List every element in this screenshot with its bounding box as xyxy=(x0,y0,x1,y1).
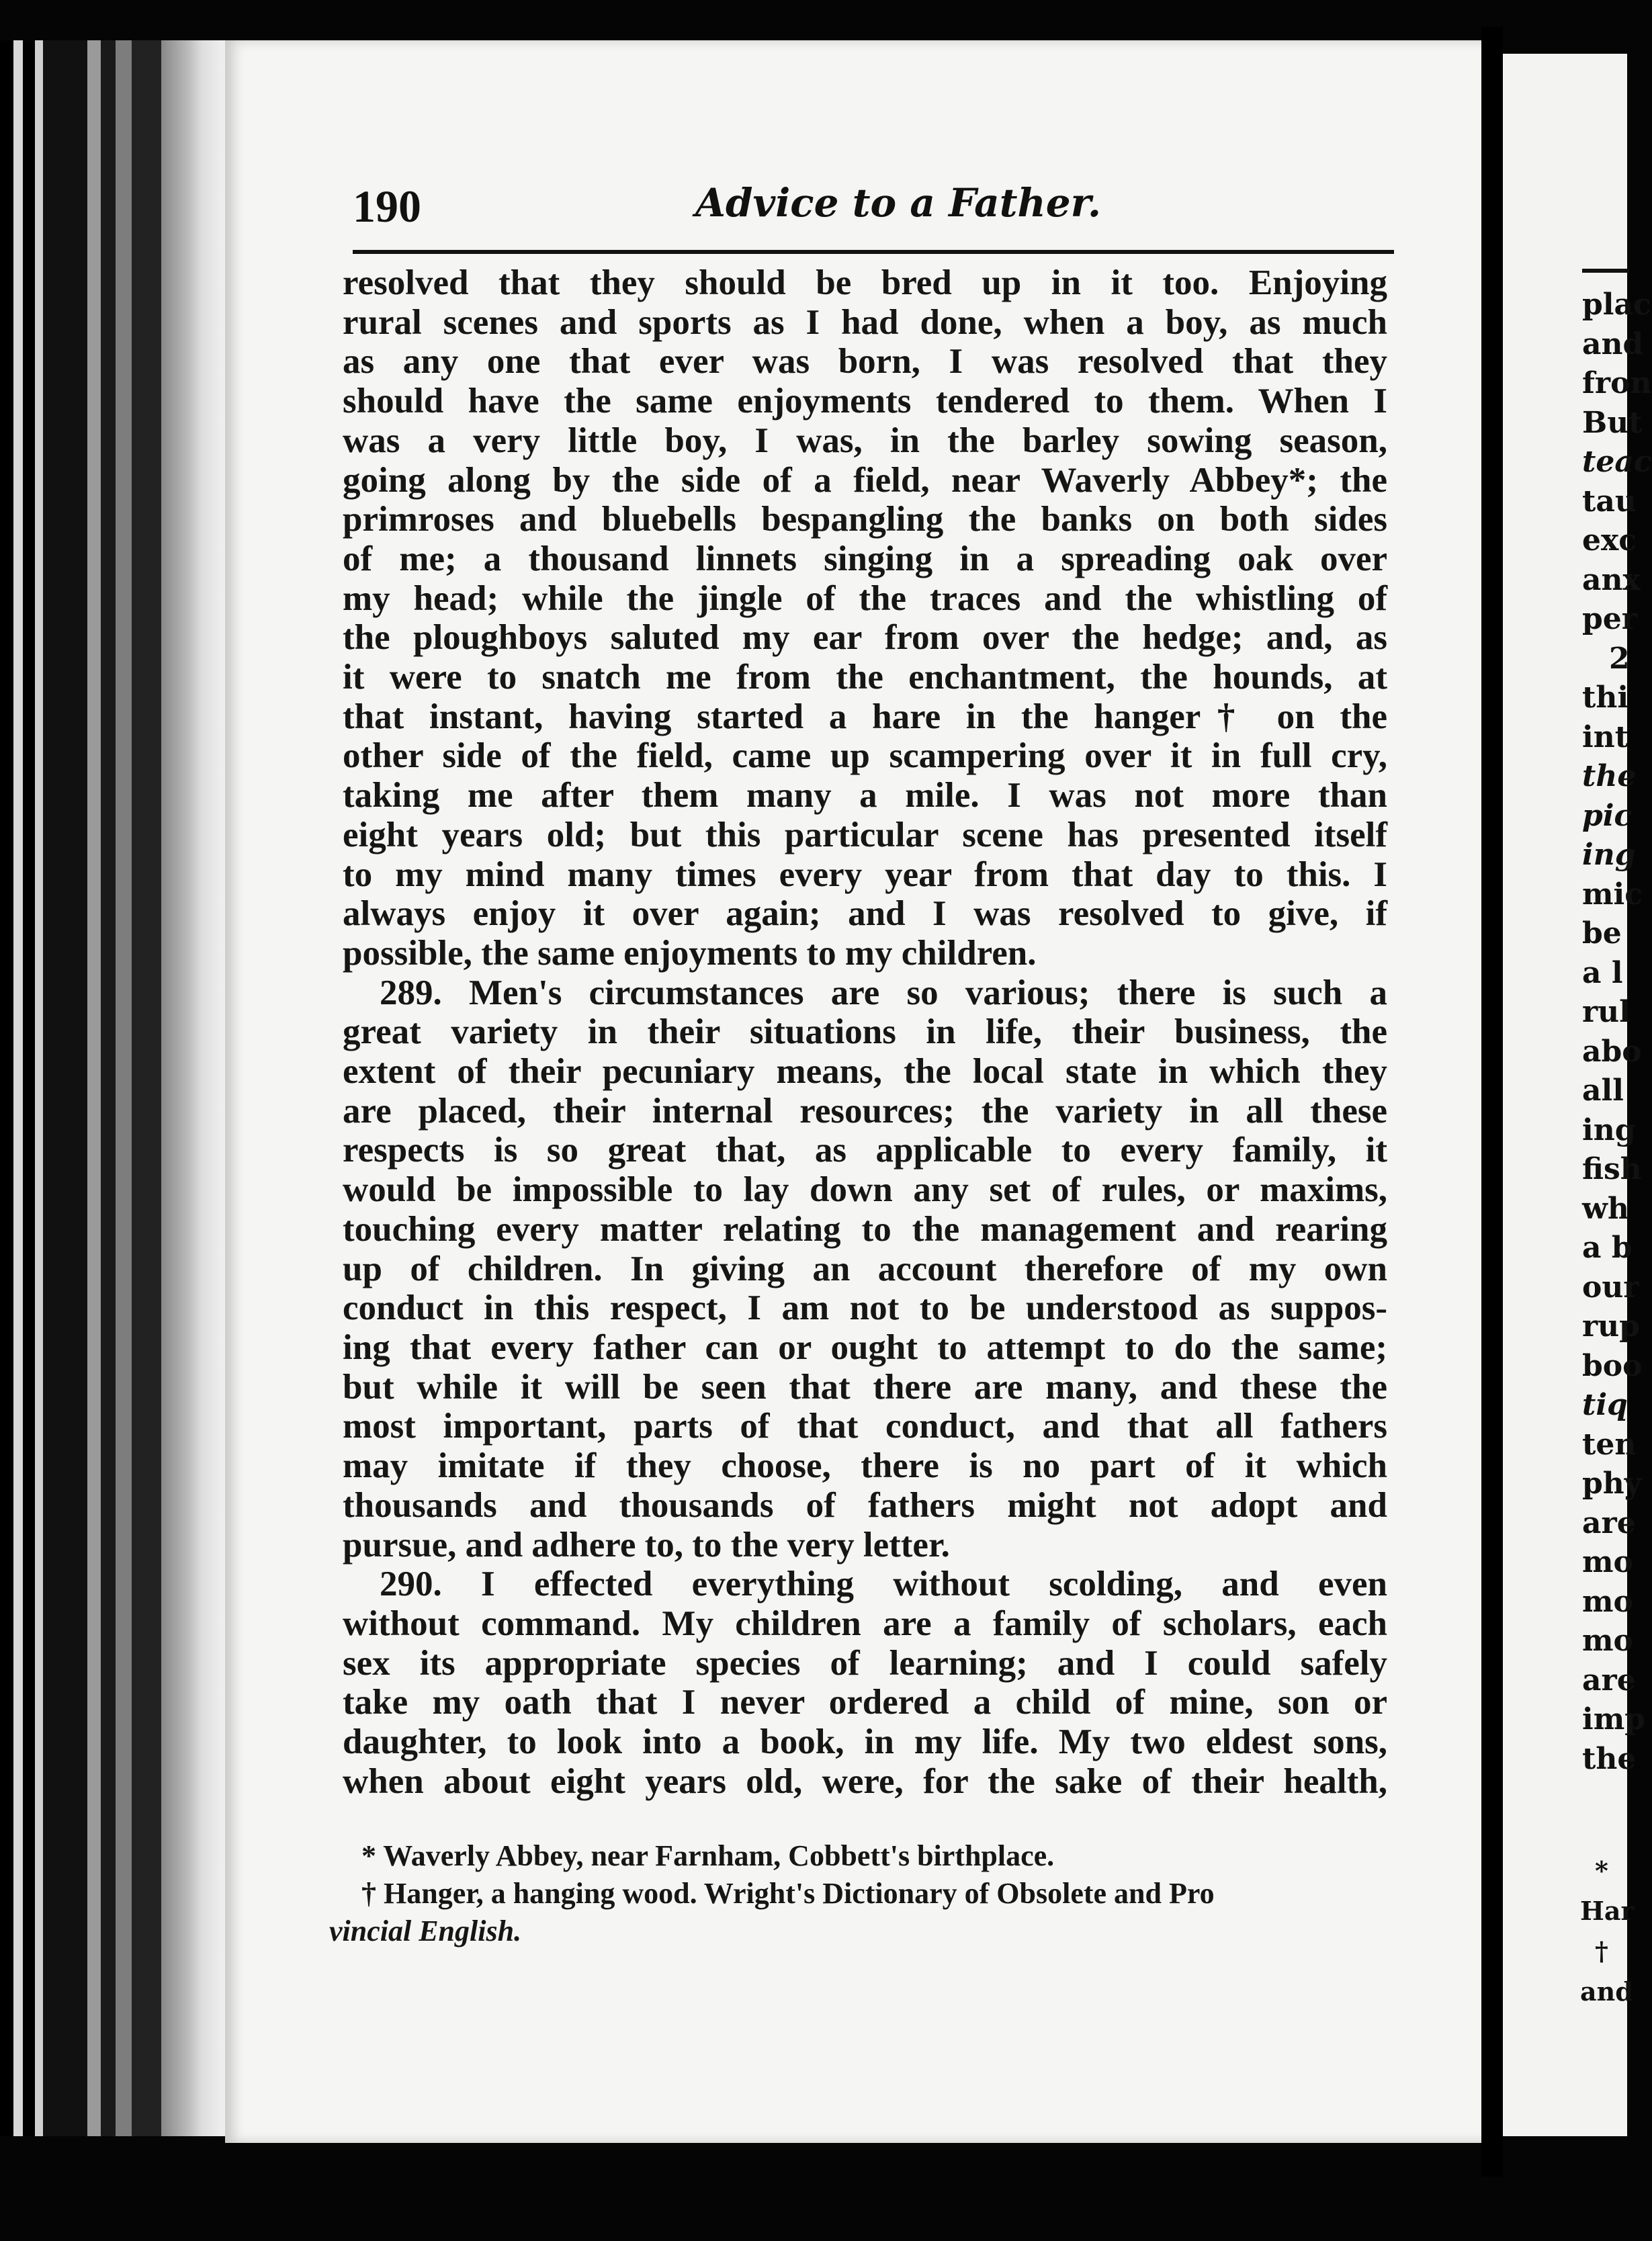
facing-page-line: per xyxy=(1582,602,1637,636)
footnote-hanger-continued: vincial English. xyxy=(329,1915,522,1947)
text-line: would be impossible to lay down any set of rules, or maxims, xyxy=(343,1170,1387,1210)
text-line: that instant, having started a hare in the hanger† on the xyxy=(343,697,1387,736)
text-line: was a very little boy, I was, in the barley sowing season, xyxy=(343,421,1387,460)
text-line: daughter, to look into a book, in my life. My two eldest sons, xyxy=(343,1722,1387,1762)
text-line: should have the same enjoyments tendered to them. When I xyxy=(343,382,1387,421)
facing-page-footnote-line: and xyxy=(1580,1976,1633,2007)
text-line: other side of the field, came up scampering over it in full cry, xyxy=(343,736,1387,776)
text-line: but while it will be seen that there are many, and these the xyxy=(343,1367,1387,1407)
text-line: pursue, and adhere to, to the very letter. xyxy=(343,1525,950,1565)
body-text xyxy=(343,263,1387,1801)
text-line: take my oath that I never ordered a child of mine, son or xyxy=(343,1683,1387,1722)
facing-page-line: the xyxy=(1582,1741,1637,1776)
text-line: eight years old; but this particular scene has presented itself xyxy=(343,815,1387,854)
facing-page-line: anx xyxy=(1582,562,1641,597)
running-title: Advice to a Father. xyxy=(695,180,1102,226)
text-line: may imitate if they choose, there is no part of it which xyxy=(343,1446,1387,1486)
facing-page-line: a b xyxy=(1582,1231,1633,1265)
footnotes xyxy=(329,1837,1374,1950)
facing-page-line: tiq xyxy=(1582,1388,1628,1422)
facing-page-line: are xyxy=(1582,1505,1636,1540)
text-line: taking me after them many a mile. I was not more than xyxy=(343,776,1387,816)
page-header xyxy=(353,168,1394,249)
text-line: sex its appropriate species of learning; and I could safely xyxy=(343,1643,1387,1683)
facing-page-line: rul xyxy=(1582,995,1631,1029)
text-line: possible, the same enjoyments to my children. xyxy=(343,933,1037,973)
facing-page-line: wh xyxy=(1582,1191,1629,1226)
facing-page-line: abo xyxy=(1582,1034,1642,1069)
facing-page-footnote-line: Har xyxy=(1580,1896,1635,1926)
text-line: respects is so great that, as applicable to every family, it xyxy=(343,1131,1387,1170)
facing-page-line: pic xyxy=(1582,798,1633,833)
header-rule xyxy=(353,250,1394,254)
facing-page-line: fish xyxy=(1582,1152,1642,1186)
facing-page-line: thi xyxy=(1582,680,1629,715)
text-line: great variety in their situations in life, their business, the xyxy=(343,1012,1387,1052)
facing-page-line: mo xyxy=(1582,1545,1633,1579)
page-number: 190 xyxy=(353,181,421,232)
text-line: touching every matter relating to the management and rearing xyxy=(343,1209,1387,1249)
facing-page-line: boo xyxy=(1582,1348,1643,1383)
text-line: are placed, their internal resources; the variety in all these xyxy=(343,1091,1387,1131)
facing-page-line: 2 xyxy=(1609,641,1630,676)
text-line: of me; a thousand linnets singing in a spreading oak over xyxy=(343,539,1387,578)
text-line: up of children. In giving an account therefore of my own xyxy=(343,1249,1387,1288)
text-line: to my mind many times every year from that day to this. I xyxy=(343,854,1387,894)
facing-page-text xyxy=(1582,285,1652,1779)
text-line: ing that every father can or ought to attempt to do the same; xyxy=(343,1327,1387,1367)
paragraph-289-start: 289. Men's circumstances are so various; there is such a xyxy=(380,973,1387,1012)
facing-page-edge xyxy=(1503,54,1652,2136)
facing-page-line: mic xyxy=(1582,877,1643,912)
facing-page-line: exc xyxy=(1582,523,1637,558)
text-line: conduct in this respect, I am not to be understood as suppos- xyxy=(343,1288,1387,1328)
book-gutter xyxy=(1481,27,1503,2177)
facing-page-line: fron xyxy=(1582,366,1652,400)
facing-page-line: plac xyxy=(1582,288,1651,322)
facing-page-line: ing xyxy=(1582,1112,1636,1147)
facing-page-line: and xyxy=(1582,326,1644,361)
facing-page-line: teac xyxy=(1582,445,1652,479)
text-line: most important, parts of that conduct, and that all fathers xyxy=(343,1407,1387,1446)
facing-page-line: int xyxy=(1582,719,1629,754)
text-line: resolved that they should be bred up in it too. Enjoying xyxy=(343,263,1387,302)
book-page-edges xyxy=(0,40,235,2136)
facing-page-header-rule xyxy=(1582,269,1629,273)
facing-page-line: But xyxy=(1582,405,1643,440)
text-line: the ploughboys saluted my ear from over the hedge; and, as xyxy=(343,618,1387,658)
text-line: extent of their pecuniary means, the local state in which they xyxy=(343,1052,1387,1092)
text-line: my head; while the jingle of the traces and the whistling of xyxy=(343,578,1387,618)
text-line: as any one that ever was born, I was resolved that they xyxy=(343,342,1387,382)
paragraph-290-start: 290. I effected everything without scolding, and even xyxy=(380,1565,1387,1604)
footnote-hanger: † Hanger, a hanging wood. Wright's Dictionary of Obsolete and Pro xyxy=(361,1877,1215,1910)
facing-page-footnote-line: † xyxy=(1595,1936,1608,1966)
text-line: rural scenes and sports as I had done, when a boy, as much xyxy=(343,302,1387,342)
facing-page-line: phy xyxy=(1582,1466,1642,1501)
facing-page-line: be xyxy=(1582,916,1622,951)
facing-page-line: are xyxy=(1582,1663,1636,1698)
facing-page-line: the xyxy=(1582,759,1637,793)
facing-page-line: rup xyxy=(1582,1309,1640,1344)
facing-page-footnotes xyxy=(1580,1851,1647,2012)
text-line: always enjoy it over again; and I was resolved to give, if xyxy=(343,894,1387,934)
text-line: without command. My children are a family of scholars, each xyxy=(343,1603,1387,1643)
text-line: thousands and thousands of fathers might not adopt and xyxy=(343,1485,1387,1525)
text-line: going along by the side of a field, near Waverly Abbey*; the xyxy=(343,460,1387,500)
text-line: it were to snatch me from the enchantment, the hounds, at xyxy=(343,658,1387,697)
facing-page-line: our xyxy=(1582,1270,1639,1305)
facing-page-line: ing xyxy=(1582,838,1636,872)
text-line: primroses and bluebells bespangling the banks on both sides xyxy=(343,500,1387,539)
facing-page-line: imp xyxy=(1582,1702,1646,1737)
facing-page-line: a l xyxy=(1582,955,1623,990)
facing-page-line: mo xyxy=(1582,1584,1633,1619)
facing-page-line: all xyxy=(1582,1073,1624,1108)
facing-page-line: mo xyxy=(1582,1624,1633,1658)
facing-page-line: ten xyxy=(1582,1427,1637,1462)
facing-page-footnote-line: * xyxy=(1595,1855,1608,1886)
facing-page-line: tau xyxy=(1582,484,1637,519)
footnote-waverly-abbey: * Waverly Abbey, near Farnham, Cobbett's birthplace. xyxy=(361,1839,1055,1872)
text-line: when about eight years old, were, for the sake of their health, xyxy=(343,1761,1387,1801)
